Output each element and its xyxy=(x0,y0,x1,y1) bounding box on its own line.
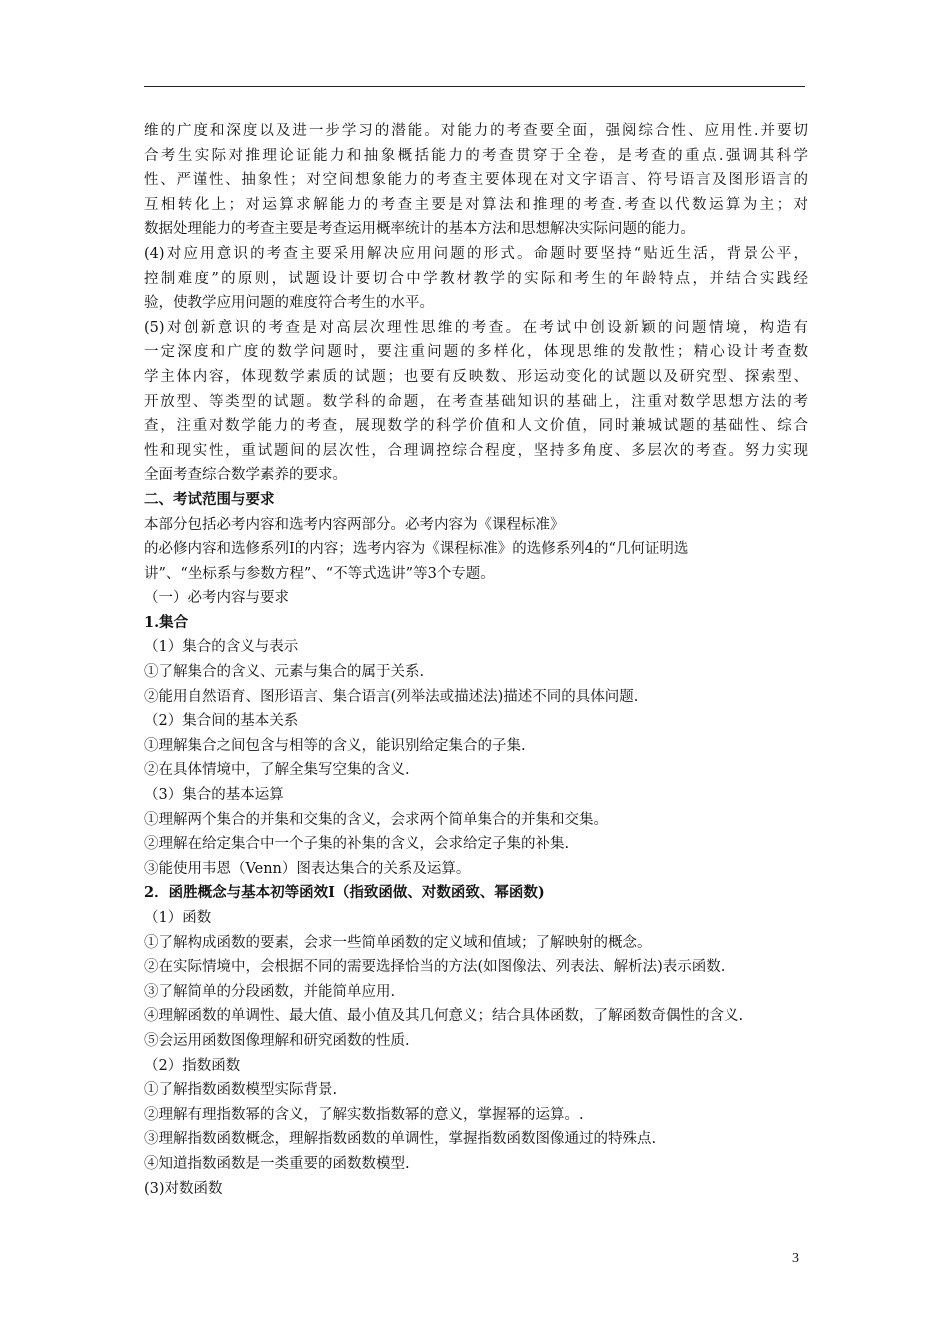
text-line: ①理解集合之间包含与相等的含义，能识别给定集合的子集. xyxy=(144,737,526,754)
section-heading: 2．函胜概念与基本初等函效Ⅰ（指致函做、对数函致、幂函数) xyxy=(144,884,545,902)
text-line: 讲”、“坐标系与参数方程”、“不等式选讲”等3个专题。 xyxy=(144,565,495,582)
text-line: ①了解构成函数的要素，会求一些简单函数的定义域和值域；了解映射的概念。 xyxy=(144,934,652,951)
page-body xyxy=(144,119,816,1201)
text-line: 查，注重对数学能力的考查，展现数学的科学价值和人文价值，同时兼城试题的基础性、综合 xyxy=(144,418,808,435)
text-line: (5)对创新意识的考查是对高层次理性思维的考查。在考试中创设新颖的问题情境，构造有 xyxy=(144,319,808,336)
text-line: ①理解两个集合的并集和交集的含义，会求两个简单集合的并集和交集。 xyxy=(144,811,608,828)
text-line: 控制难度”的原则，试题设计要切合中学教材教学的实际和考生的年龄特点，并结合实践经 xyxy=(144,270,808,287)
text-line: ②在具体情境中，了解全集写空集的含义. xyxy=(144,762,410,779)
text-line: (3)对数函数 xyxy=(144,1180,223,1197)
text-line: (4)对应用意识的考查主要采用解决应用问题的形式。命题时要坚持“贴近生活，背景公平， xyxy=(144,245,808,262)
text-line: ②理解在给定集合中一个子集的补集的含义，会求给定子集的补集. xyxy=(144,836,570,853)
text-line: 全面考查综合数学素养的要求。 xyxy=(144,467,347,484)
text-line: 维的广度和深度以及进一步学习的潜能。对能力的考查要全面，强阅综合性、应用性.并要切 xyxy=(144,123,808,139)
text-line: 性、严谨性、抽象性；对空间想象能力的考查主要体现在对文字语言、符号语言及图形语言的 xyxy=(144,172,808,189)
text-line: 学主体内容，体现数学素质的试题；也要有反映数、形运动变化的试题以及研究型、探索型、 xyxy=(144,368,808,385)
text-line: 本部分包括必考内容和选考内容两部分。必考内容为《课程标准》 xyxy=(144,516,565,533)
text-line: ④知道指数函数是一类重要的函数数模型. xyxy=(144,1155,410,1172)
header-rule xyxy=(144,86,805,87)
section-heading: 二、考试范围与要求 xyxy=(144,490,275,508)
text-line: （2）集合间的基本关系 xyxy=(144,713,299,730)
text-line: ①了解集合的含义、元素与集合的属于关系. xyxy=(144,664,425,681)
text-line: ③理解指数函数概念，理解指数函数的单调性，掌握指数函数图像通过的特殊点. xyxy=(144,1131,657,1148)
text-line: （3）集合的基本运算 xyxy=(144,787,284,804)
text-line: ②在实际情境中，会根据不同的需要选择恰当的方法(如图像法、列表法、解析法)表示函数. xyxy=(144,959,726,976)
text-line: （一）必考内容与要求 xyxy=(144,590,289,607)
text-line: （1）函数 xyxy=(144,910,212,926)
text-line: 一定深度和广度的数学问题时，要注重问题的多样化，体现思维的发散性；精心设计考查数 xyxy=(144,344,808,361)
text-line: ②理解有理指数幂的含义，了解实数指数幂的意义，掌握幂的运算。. xyxy=(144,1106,584,1123)
text-line: ②能用自然语育、图形语言、集合语言(列举法或描述法)描述不同的具体问题. xyxy=(144,688,639,705)
text-line: （1）集合的含义与表示 xyxy=(144,639,299,656)
text-line: 互相转化上；对运算求解能力的考查主要是对算法和推理的考查.考查以代数运算为主；对 xyxy=(144,196,808,213)
text-line: 的必修内容和选修系列Ⅰ的内容；选考内容为《课程标准》的选修系列4的“几何证明选 xyxy=(144,541,689,558)
text-line: 合考生实际对推理论证能力和抽象概括能力的考查贯穿于全卷，是考查的重点.强调其科学 xyxy=(144,147,808,164)
text-line: 验，使教学应用问题的难度符合考生的水平。 xyxy=(144,295,434,312)
text-line: ③了解简单的分段函数，并能简单应用. xyxy=(144,983,396,1000)
text-line: ①了解指数函数模型实际背景. xyxy=(144,1082,338,1099)
text-line: 数据处理能力的考查主要是考查运用概率统计的基本方法和思想解决实际问题的能力。 xyxy=(144,221,695,238)
text-line: ③能使用韦恩（Venn）图表达集合的关系及运算。 xyxy=(144,860,471,877)
text-line: （2）指数函数 xyxy=(144,1057,241,1074)
text-line: 开放型、等类型的试题。数学科的命题，在考查基础知识的基础上，注重对数学思想方法的考 xyxy=(144,393,808,410)
text-line: ④理解函数的单调性、最大值、最小值及其几何意义；结合具体函数，了解函数奇偶性的含义. xyxy=(144,1008,744,1025)
page-number: 3 xyxy=(792,1251,799,1266)
text-line: ⑤会运用函数图像理解和研究函数的性质. xyxy=(144,1032,410,1049)
section-heading: 1.集合 xyxy=(144,613,189,631)
text-line: 性和现实性，重试题间的层次性，合理调控综合程度，坚持多角度、多层次的考查。努力实现 xyxy=(144,442,808,459)
